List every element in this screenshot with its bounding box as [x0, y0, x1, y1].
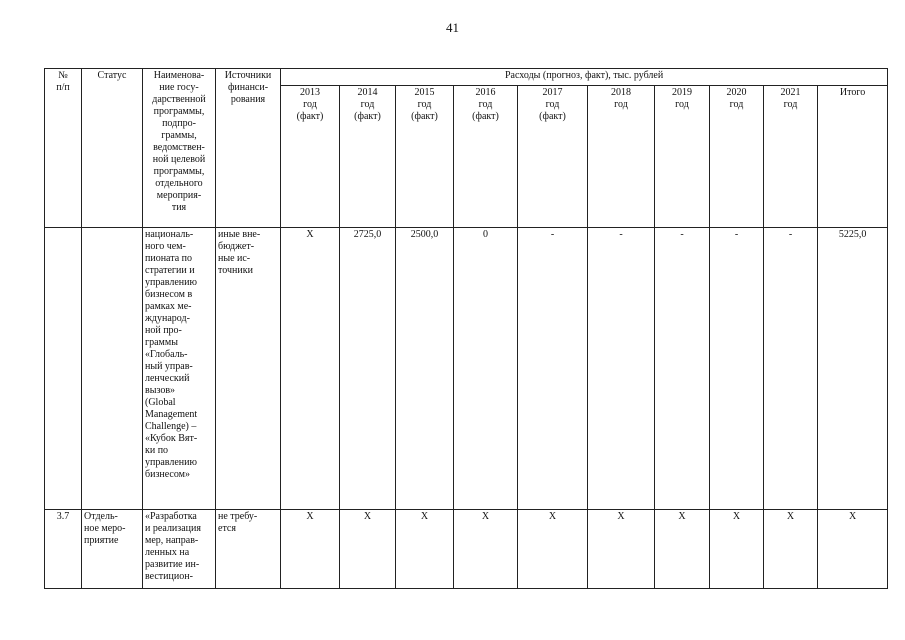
header-year-2019: 2019 год [655, 86, 710, 228]
header-total: Итого [818, 86, 888, 228]
header-expenses: Расходы (прогноз, факт), тыс. рублей [281, 69, 888, 86]
row-status: Отдель- ное меро- приятие [82, 510, 143, 589]
row-status [82, 228, 143, 510]
header-funding-source: Источники финанси- рования [216, 69, 281, 228]
row-value-2016: Х [454, 510, 518, 589]
row-value-2017: - [518, 228, 588, 510]
header-year-2020: 2020 год [710, 86, 764, 228]
header-year-2018: 2018 год [588, 86, 655, 228]
header-status: Статус [82, 69, 143, 228]
header-year-2014: 2014 год (факт) [340, 86, 396, 228]
budget-table [44, 68, 888, 589]
row-value-2014: 2725,0 [340, 228, 396, 510]
row-value-2020: - [710, 228, 764, 510]
row-number: 3.7 [45, 510, 82, 589]
row-number [45, 228, 82, 510]
row-value-2019: - [655, 228, 710, 510]
row-total: 5225,0 [818, 228, 888, 510]
row-funding-source: не требу- ется [216, 510, 281, 589]
row-value-2015: 2500,0 [396, 228, 454, 510]
row-value-2018: - [588, 228, 655, 510]
header-program-name: Наименова- ние госу- дарственной программы, подпро- граммы, ведомствен- ной целевой программы, отдельного мероприя- тия [143, 69, 216, 228]
header-year-2015: 2015 год (факт) [396, 86, 454, 228]
header-year-2013: 2013 год (факт) [281, 86, 340, 228]
row-value-2014: Х [340, 510, 396, 589]
table-row [45, 510, 888, 589]
row-program-name: «Разработка и реализация мер, направ- ленных на развитие ин- вестицион- [143, 510, 216, 589]
row-value-2013: Х [281, 228, 340, 510]
page-number: 41 [446, 20, 459, 35]
header-year-2021: 2021 год [764, 86, 818, 228]
row-value-2020: Х [710, 510, 764, 589]
row-program-name: националь- ного чем- пионата по стратегии и управлению бизнесом в рамках ме- ждународ- ной про- граммы «Глобаль- ный управ- ленческий вызов» (Global Management Challenge) – «Кубок Вят- ки по управлению бизнесом» [143, 228, 216, 510]
row-value-2021: - [764, 228, 818, 510]
header-year-2017: 2017 год (факт) [518, 86, 588, 228]
header-number: № п/п [45, 69, 82, 228]
header-year-2016: 2016 год (факт) [454, 86, 518, 228]
row-funding-source: иные вне- бюджет- ные ис- точники [216, 228, 281, 510]
row-value-2013: Х [281, 510, 340, 589]
row-value-2019: Х [655, 510, 710, 589]
row-value-2017: Х [518, 510, 588, 589]
row-value-2021: Х [764, 510, 818, 589]
row-value-2016: 0 [454, 228, 518, 510]
header-row [45, 69, 888, 86]
table-row [45, 228, 888, 510]
row-total: Х [818, 510, 888, 589]
row-value-2015: Х [396, 510, 454, 589]
row-value-2018: Х [588, 510, 655, 589]
